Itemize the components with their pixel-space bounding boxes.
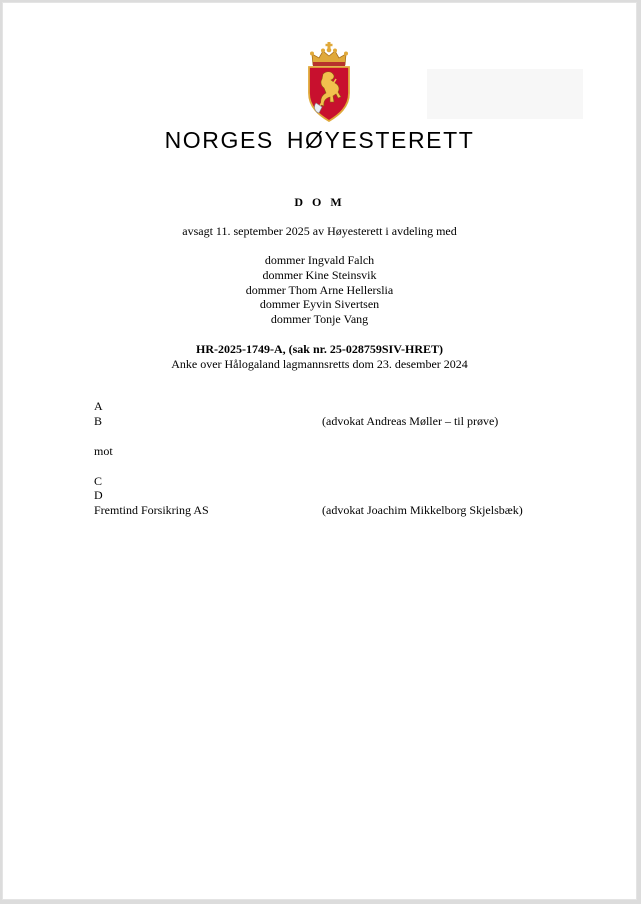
header-blank-area xyxy=(427,69,583,119)
judge-name: dommer Kine Steinsvik xyxy=(262,267,377,282)
document-page xyxy=(2,2,637,900)
respondent-name: C xyxy=(94,474,103,488)
norwegian-coat-of-arms-icon xyxy=(303,41,355,123)
versus-label: mot xyxy=(94,444,113,458)
respondent-name: Fremtind Forsikring AS xyxy=(94,503,209,517)
judge-name: dommer Tonje Vang xyxy=(270,312,369,327)
document-title: D O M xyxy=(294,195,345,209)
judges-list xyxy=(3,253,636,327)
decision-line: avsagt 11. september 2025 av Høyesterett i avdeling med xyxy=(182,224,457,238)
case-number: HR-2025-1749-A, (sak nr. 25-028759SIV-HRET) xyxy=(195,342,443,356)
court-name: NORGES HØYESTERETT xyxy=(164,127,475,153)
judge-name: dommer Thom Arne Hellerslia xyxy=(245,282,394,297)
appeal-line: Anke over Hålogaland lagmannsretts dom 23. desember 2024 xyxy=(171,357,468,371)
appellant-name: B xyxy=(94,414,103,428)
respondent-counsel: (advokat Joachim Mikkelborg Skjelsbæk) xyxy=(322,503,523,517)
appellant-name: A xyxy=(94,399,103,413)
judge-name: dommer Eyvin Sivertsen xyxy=(259,297,380,312)
respondent-name: D xyxy=(94,488,103,502)
appellant-counsel: (advokat Andreas Møller – til prøve) xyxy=(322,414,499,428)
judge-name: dommer Ingvald Falch xyxy=(264,253,375,267)
